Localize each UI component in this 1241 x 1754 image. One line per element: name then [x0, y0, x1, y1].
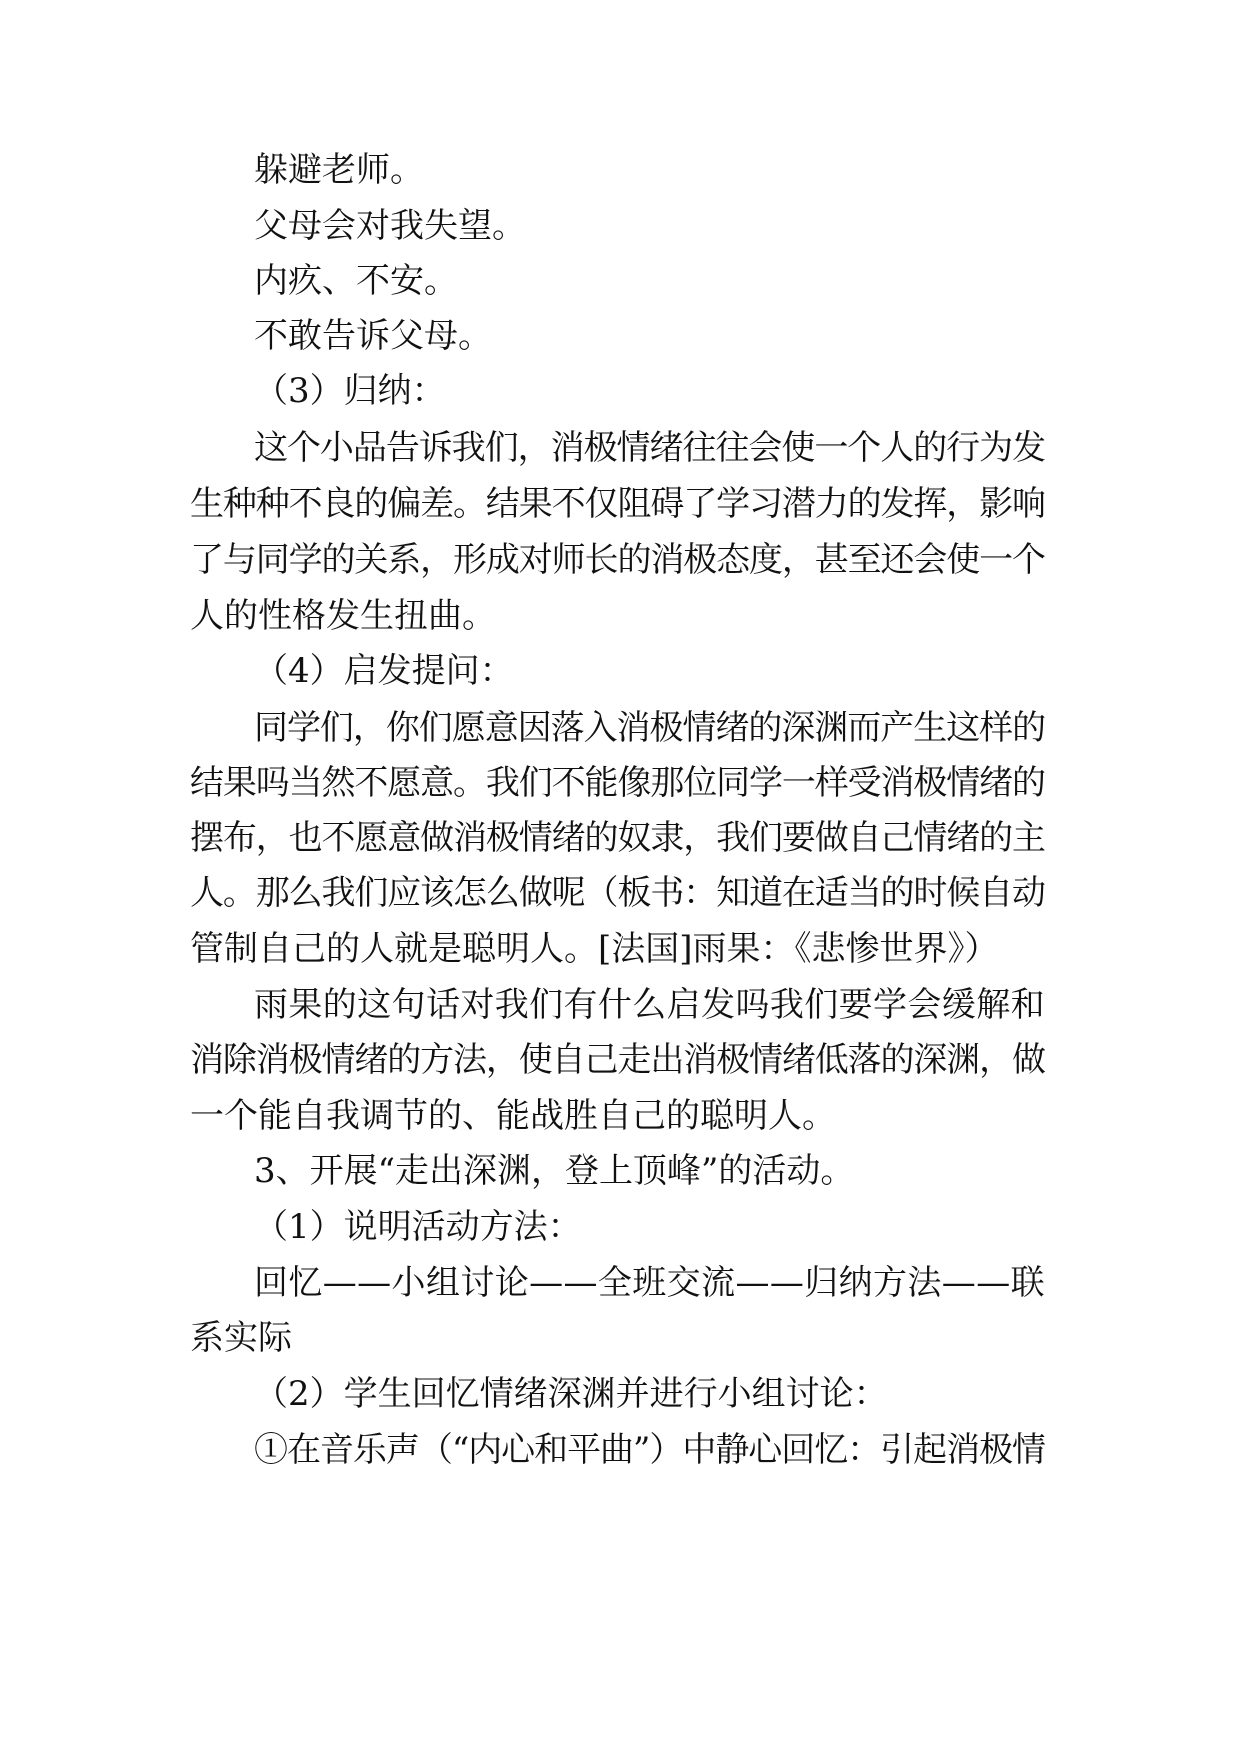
body-line: 管制自己的人就是聪明人。[法国]雨果：《悲惨世界》）	[190, 929, 999, 969]
body-line: 这个小品告诉我们，消极情绪往往会使一个人的行为发	[254, 428, 1046, 468]
body-line: 消除消极情绪的方法，使自己走出消极情绪低落的深渊，做	[190, 1040, 1045, 1080]
section-heading: （3）归纳：	[254, 371, 446, 411]
body-line: 人的性格发生扭曲。	[190, 596, 496, 636]
body-line: 躲避老师。	[254, 150, 424, 190]
body-line: 父母会对我失望。	[254, 206, 526, 246]
section-heading: （2）学生回忆情绪深渊并进行小组讨论：	[254, 1374, 888, 1414]
body-line: 结果吗当然不愿意。我们不能像那位同学一样受消极情绪的	[190, 763, 1045, 803]
section-heading: 3、开展“走出深渊，登上顶峰”的活动。	[254, 1151, 855, 1191]
body-line: 不敢告诉父母。	[254, 316, 492, 356]
body-line: 一个能自我调节的、能战胜自己的聪明人。	[190, 1096, 836, 1136]
body-line: 雨果的这句话对我们有什么启发吗我们要学会缓解和	[254, 985, 1045, 1025]
body-line: 摆布，也不愿意做消极情绪的奴隶，我们要做自己情绪的主	[190, 818, 1045, 858]
body-line: ①在音乐声（“内心和平曲”）中静心回忆：引起消极情	[254, 1430, 1046, 1470]
section-heading: （4）启发提问：	[254, 651, 514, 691]
body-line: 系实际	[190, 1318, 292, 1358]
body-line: 生种种不良的偏差。结果不仅阻碍了学习潜力的发挥，影响	[190, 484, 1045, 524]
body-line: 人。那么我们应该怎么做呢（板书：知道在适当的时候自动	[190, 873, 1045, 913]
section-heading: （1）说明活动方法：	[254, 1207, 582, 1247]
body-line: 内疚、不安。	[254, 261, 458, 301]
body-line: 同学们，你们愿意因落入消极情绪的深渊而产生这样的	[254, 708, 1046, 748]
body-line: 了与同学的关系，形成对师长的消极态度，甚至还会使一个	[190, 540, 1045, 580]
body-line: 回忆——小组讨论——全班交流——归纳方法——联	[254, 1263, 1045, 1303]
